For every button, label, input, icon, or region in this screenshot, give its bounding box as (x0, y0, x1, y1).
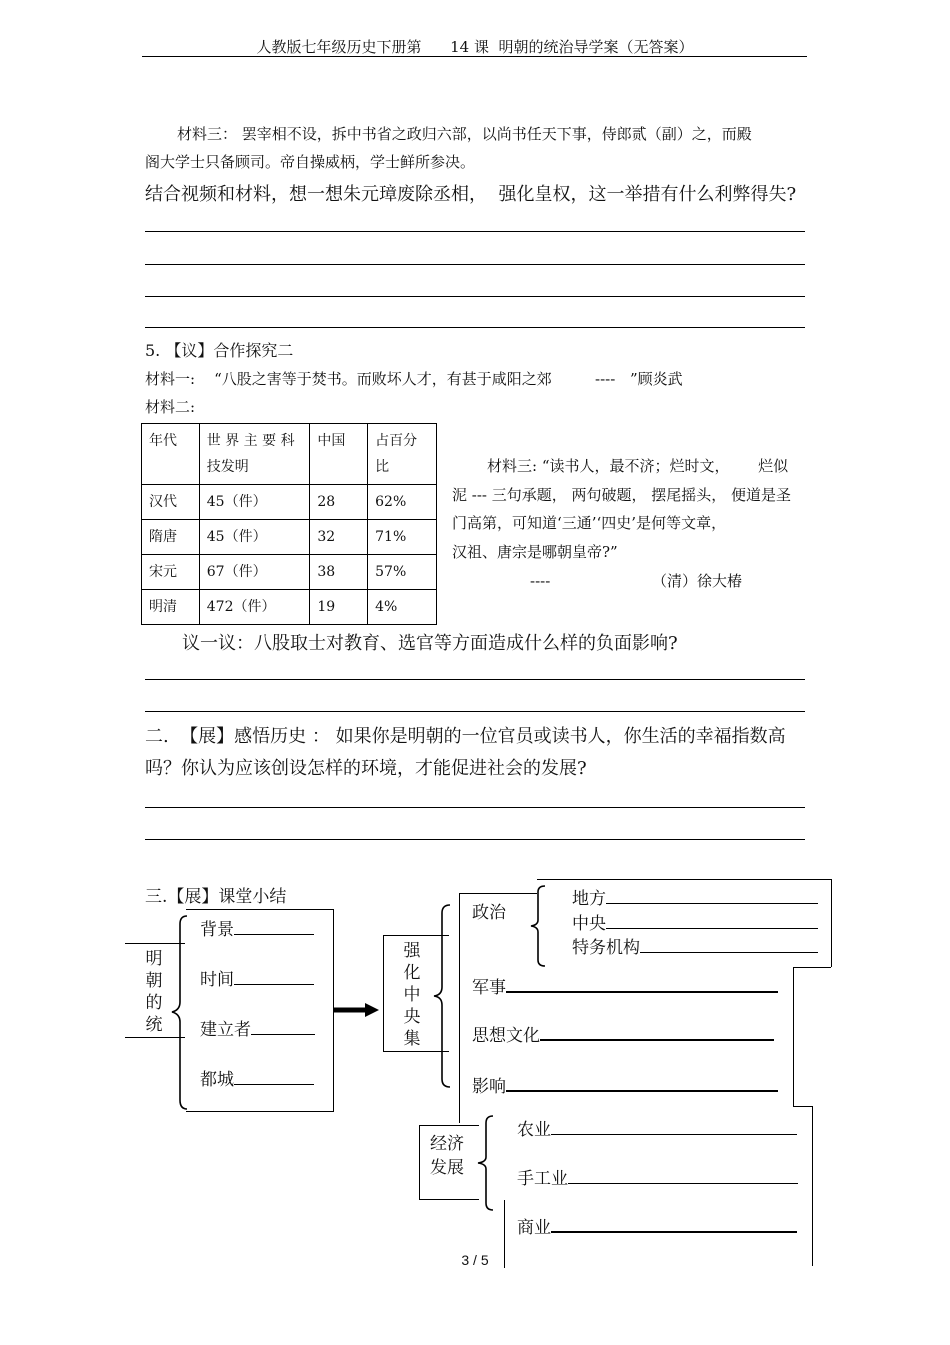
ming-rule-char: 统 (145, 1015, 163, 1035)
table-cell: 汉代 (142, 485, 200, 520)
page-header: 人教版七年级历史下册第 14 课 明朝的统治导学案（无答案） (256, 38, 694, 56)
summary-military: 军事 (472, 973, 778, 998)
ming-rule-label (140, 948, 168, 1036)
material-three-quote-line4: 汉祖、唐宗是哪朝皇帝?” (452, 543, 618, 561)
ming-rule-char: 朝 (145, 971, 163, 991)
box-edge (419, 1125, 420, 1200)
economy-commerce: 商业 (517, 1213, 797, 1238)
box-edge (419, 1199, 479, 1200)
material-one-separator: ---- (595, 370, 616, 388)
table-cell: 19 (310, 590, 368, 625)
material-one-quote: 材料一: “八股之害等于焚书。而败坏人才，有甚于咸阳之郊 (145, 370, 552, 388)
fill-blank[interactable] (568, 1183, 798, 1184)
table-cell: 45（件） (199, 520, 310, 555)
table-cell: 32 (310, 520, 368, 555)
fill-blank[interactable] (640, 952, 818, 953)
summary-title: 三.【展】课堂小结 (145, 887, 287, 907)
economy-label-line: 经济 (430, 1134, 464, 1154)
table-cell: 57% (368, 555, 437, 590)
economy-label-line: 发展 (430, 1158, 464, 1178)
centralization-char: 集 (403, 1029, 421, 1049)
box-edge (186, 1111, 334, 1112)
centralization-label (398, 940, 426, 1050)
page-number: 3 / 5 (461, 1252, 489, 1268)
material-two-label: 材料二: (145, 398, 196, 416)
table-cell: 宋元 (142, 555, 200, 590)
summary-background: 背景 (200, 915, 314, 940)
table-header-cell: 世 界 主 要 科 技发明 (199, 424, 310, 485)
summary-influence: 影响 (472, 1072, 778, 1097)
table-cell: 67（件） (199, 555, 310, 590)
section5-title: 5. 【议】合作探究二 (145, 341, 294, 360)
centralization-char: 央 (403, 1007, 421, 1027)
politics-central: 中央 (572, 909, 818, 934)
ming-rule-char: 的 (145, 993, 163, 1013)
fill-blank[interactable] (251, 1034, 315, 1035)
material-one-author: ”顾炎武 (630, 370, 683, 388)
discussion-question: 议一议：八股取士对教育、选官等方面造成什么样的负面影响? (182, 633, 678, 654)
box-edge (459, 893, 537, 894)
material-three-separator: ---- (530, 572, 551, 590)
table-cell: 62% (368, 485, 437, 520)
left-brace-icon (167, 914, 191, 1112)
box-edge (459, 893, 460, 1123)
centralization-char: 中 (403, 985, 421, 1005)
box-edge (537, 879, 831, 880)
table-cell: 472（件） (199, 590, 310, 625)
material-three-author: （清）徐大椿 (652, 572, 743, 590)
table-cell: 71% (368, 520, 437, 555)
table-cell: 28 (310, 485, 368, 520)
centralization-char: 化 (403, 963, 421, 983)
fill-blank[interactable] (606, 928, 818, 929)
politics-label: 政治 (472, 903, 506, 923)
summary-capital: 都城 (200, 1065, 314, 1090)
fill-blank[interactable] (551, 1134, 797, 1135)
politics-local: 地方 (572, 884, 818, 909)
material-three-quote-line3: 门高第，可知道‘三通’‘四史’是何等文章， (452, 514, 727, 532)
left-brace-icon (473, 1114, 497, 1212)
politics-secret-police: 特务机构 (572, 933, 818, 958)
material-three-line1: 材料三： 罢宰相不设，拆中书省之政归六部，以尚书任天下事，侍郎贰（副）之，而殿 (177, 125, 752, 143)
table-cell: 38 (310, 555, 368, 590)
summary-founder: 建立者 (200, 1015, 315, 1040)
table-header-cell: 占百分 比 (368, 424, 437, 485)
fill-blank[interactable] (234, 934, 314, 935)
summary-ideology: 思想文化 (472, 1021, 774, 1046)
table-cell: 4% (368, 590, 437, 625)
box-edge (419, 1125, 479, 1126)
fill-blank[interactable] (506, 991, 778, 993)
centralization-char: 强 (403, 941, 421, 961)
fill-blank[interactable] (506, 1090, 778, 1092)
section-two-line1: 二. 【展】感悟历史 ： 如果你是明朝的一位官员或读书人，你生活的幸福指数高 (145, 726, 786, 747)
economy-handicraft: 手工业 (517, 1164, 798, 1189)
right-arrow-icon (334, 1002, 380, 1018)
table-cell: 明清 (142, 590, 200, 625)
economy-label (430, 1132, 464, 1180)
fill-blank[interactable] (606, 903, 818, 904)
fill-blank[interactable] (234, 1084, 314, 1085)
box-edge (793, 967, 831, 968)
left-brace-icon (428, 903, 454, 1089)
ming-rule-char: 明 (145, 949, 163, 969)
table-header-cell: 年代 (142, 424, 200, 485)
fill-blank[interactable] (551, 1231, 797, 1233)
section-two-line2: 吗？你认为应该创设怎样的环境，才能促进社会的发展? (145, 758, 587, 779)
question-four: 结合视频和材料，想一想朱元璋废除丞相， 强化皇权，这一举措有什么利弊得失? (145, 184, 797, 205)
material-three-line2: 阁大学士只备顾司。帝自操威柄，学士鲜所参决。 (145, 153, 476, 171)
table-cell: 隋唐 (142, 520, 200, 555)
fill-blank[interactable] (234, 984, 314, 985)
fill-blank[interactable] (540, 1039, 774, 1041)
box-edge (186, 909, 334, 910)
box-edge (793, 967, 794, 1107)
box-edge (812, 1106, 813, 1266)
table-header-cell: 中国 (310, 424, 368, 485)
economy-agriculture: 农业 (517, 1115, 797, 1140)
left-brace-icon (527, 884, 549, 968)
box-edge (831, 879, 832, 967)
table-cell: 45（件） (199, 485, 310, 520)
material-three-quote-line2: 泥 --- 三句承题， 两句破题， 摆尾摇头， 便道是圣 (452, 486, 792, 504)
box-edge (793, 1106, 813, 1107)
box-edge (383, 935, 384, 1052)
material-three-quote-line1: 材料三: “读书人，最不济；烂时文， 烂似 (487, 457, 789, 475)
summary-time: 时间 (200, 965, 314, 990)
